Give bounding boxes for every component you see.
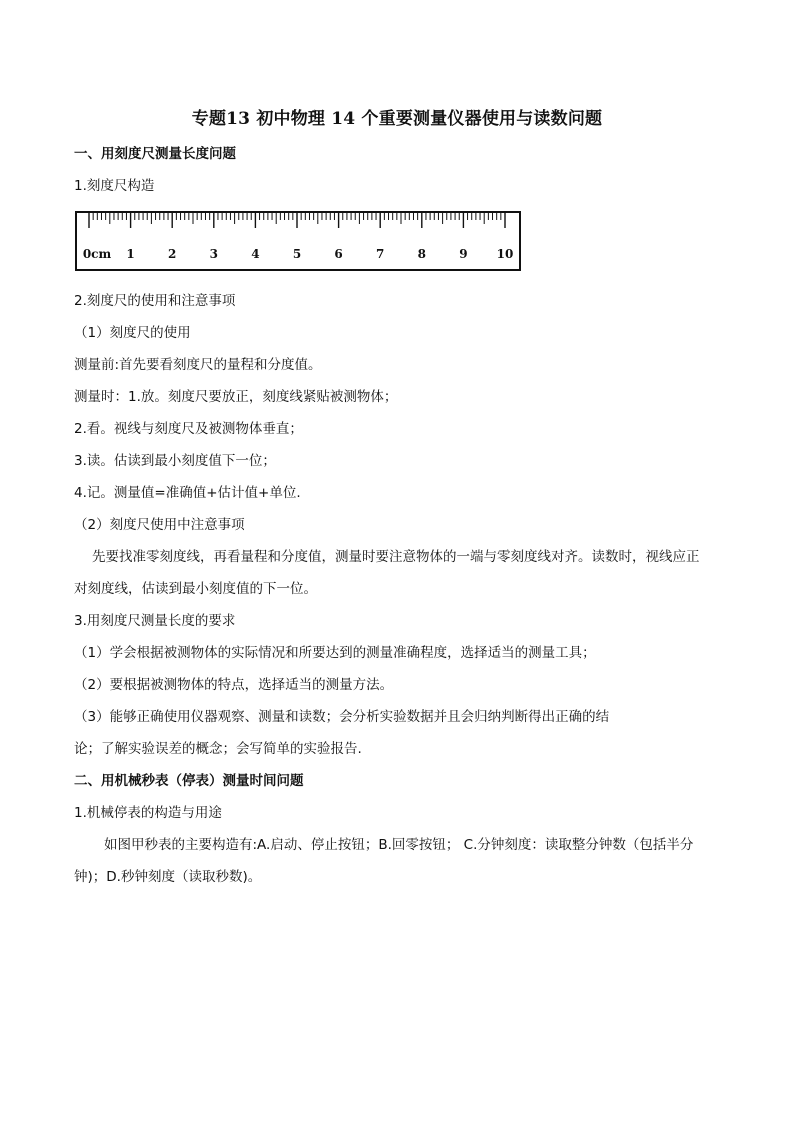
notes-paragraph-line2: 对刻度线，估读到最小刻度值的下一位。 (74, 581, 317, 597)
stopwatch-paragraph-line2: 钟)；D.秒钟刻度（读取秒数)。 (74, 869, 262, 885)
ruler-number-label: 8 (417, 247, 426, 261)
stopwatch-paragraph-line1: 如图甲秒表的主要构造有:A.启动、停止按钮；B.回零按钮； C.分钟刻度：读取整分钟数（包括半分 (104, 837, 694, 853)
ruler-number-label: 10 (496, 247, 514, 261)
requirement-2: （2）要根据被测物体的特点，选择适当的测量方法。 (74, 677, 394, 693)
ruler-number-label: 1 (126, 247, 135, 261)
ruler-number-label: 6 (334, 247, 343, 261)
ruler-number-label: 4 (251, 247, 260, 261)
notes-paragraph-line1: 先要找准零刻度线，再看量程和分度值，测量时要注意物体的一端与零刻度线对齐。读数时，视线应正 (92, 549, 700, 565)
ruler-unit-label: 0cm (82, 247, 112, 261)
ruler-number-label: 5 (292, 247, 302, 261)
requirement-1: （1）学会根据被测物体的实际情况和所要达到的测量准确程度，选择适当的测量工具； (74, 645, 596, 661)
step-read-text: 3.读。估读到最小刻度值下一位； (74, 453, 276, 469)
before-measure-text: 测量前:首先要看刻度尺的量程和分度值。 (74, 357, 322, 373)
ruler-notes-subheading: （2）刻度尺使用中注意事项 (74, 517, 245, 533)
ruler-number-label: 7 (376, 247, 385, 261)
ruler-number-label: 9 (459, 247, 468, 261)
stopwatch-structure-heading: 1.机械停表的构造与用途 (74, 805, 222, 821)
during-measure-text: 测量时：1.放。刻度尺要放正，刻度线紧贴被测物体； (74, 389, 398, 405)
section2-heading: 二、用机械秒表（停表）测量时间问题 (74, 773, 304, 789)
step-record-text: 4.记。测量值=准确值+估计值+单位. (74, 485, 301, 501)
requirements-heading: 3.用刻度尺测量长度的要求 (74, 613, 236, 629)
ruler-usage-heading: 2.刻度尺的使用和注意事项 (74, 293, 236, 309)
step-look-text: 2.看。视线与刻度尺及被测物体垂直； (74, 421, 303, 437)
ruler-number-label: 3 (209, 247, 218, 261)
ruler-number-label: 2 (168, 247, 177, 261)
ruler-usage-subheading: （1）刻度尺的使用 (74, 325, 191, 341)
ruler-frame (76, 212, 520, 270)
requirement-3-line2: 论；了解实验误差的概念；会写简单的实验报告. (74, 741, 362, 757)
page-title: 专题13 初中物理 14 个重要测量仪器使用与读数问题 (191, 109, 603, 129)
ruler-structure-heading: 1.刻度尺构造 (74, 178, 155, 194)
ruler-illustration (72, 208, 524, 274)
requirement-3-line1: （3）能够正确使用仪器观察、测量和读数；会分析实验数据并且会归纳判断得出正确的结 (74, 709, 610, 725)
section1-heading: 一、用刻度尺测量长度问题 (74, 146, 236, 162)
